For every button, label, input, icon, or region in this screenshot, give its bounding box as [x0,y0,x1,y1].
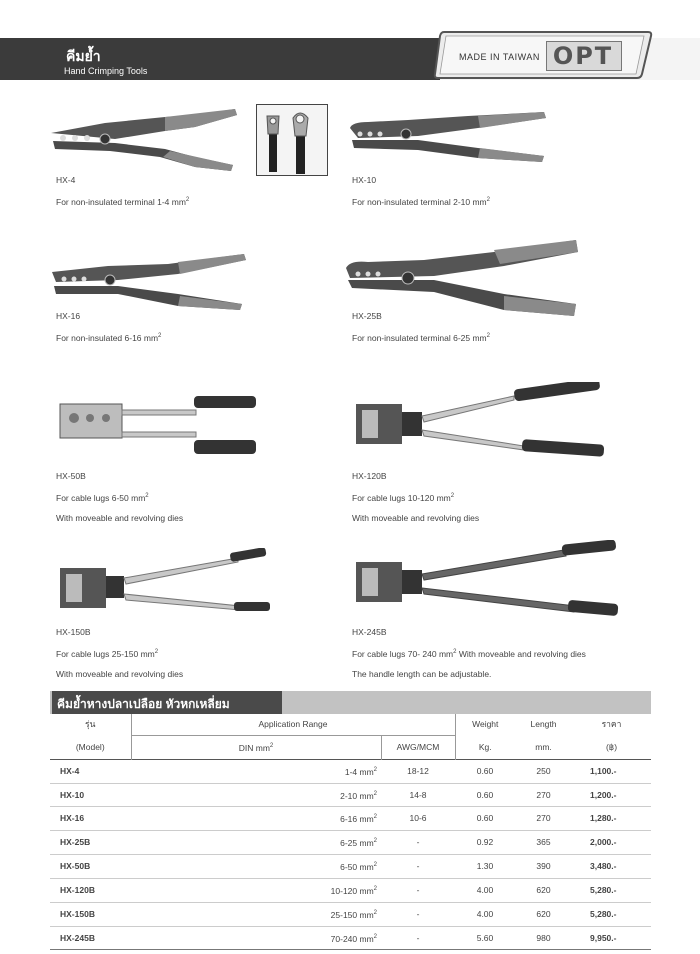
product-desc-line [56,486,183,508]
cell-length-value: 620 [536,884,551,895]
cell-model-value: HX-120B [60,884,95,895]
cell-length [515,902,572,926]
cell-price-value: 1,100.- [590,765,617,776]
cell-model-value: HX-4 [60,765,80,776]
unit-superscript: 2 [373,814,377,821]
cell-awg [381,831,455,855]
cell-length [515,926,572,950]
cell-awg [381,878,455,902]
unit-superscript: 2 [373,885,377,892]
cell-weight [455,807,515,831]
cell-price [572,902,651,926]
table-row [50,926,651,950]
unit-superscript: 2 [373,790,377,797]
table-row [50,783,651,807]
product-desc-line [352,190,490,212]
cell-awg [381,926,455,950]
cell-length-value: 250 [536,765,551,776]
product-caption-hx-4 [56,170,189,212]
hx-10-tool-image [348,108,548,166]
product-caption-hx-25b [352,306,490,348]
cable-lug-photo [256,104,328,176]
cell-length-value: 620 [536,908,551,919]
unit-superscript: 2 [373,933,377,940]
cell-awg-value: - [416,932,420,943]
cell-model [50,807,131,831]
product-desc-line [352,486,479,508]
cell-din [131,855,381,879]
table-row [50,759,651,783]
spec-table [50,714,651,950]
cell-weight [455,878,515,902]
cell-awg [381,807,455,831]
cell-weight [455,831,515,855]
header-length: Length [530,719,557,730]
cell-din-value: 6-25 mm [340,838,374,849]
header-weight: Weight [455,714,515,736]
cell-length-value: 980 [536,932,551,943]
header-din-label: DIN mm [238,742,270,753]
product-model: HX-16 [56,311,81,321]
unit-superscript: 2 [453,649,457,655]
hx-150b-tool-image [58,548,272,616]
header-application-range: Application Range [131,714,455,736]
cell-price-value: 5,280.- [590,884,617,895]
product-model: HX-10 [352,175,377,185]
product-model: HX-150B [56,627,91,637]
product-desc-tail: With moveable and revolving dies [456,648,586,659]
made-in-taiwan-label: MADE IN TAIWAN [459,52,540,62]
unit-superscript: 2 [373,909,377,916]
header-model-en: (Model) [75,741,105,752]
product-extra: With moveable and revolving dies [56,512,184,523]
cell-din [131,878,381,902]
opt-logo-text: OPT [552,42,614,70]
cell-awg-value: - [416,908,420,919]
page-title-english: Hand Crimping Tools [64,66,148,76]
product-desc: For cable lugs 10-120 mm [352,492,451,503]
cell-weight [455,926,515,950]
cell-din [131,831,381,855]
cell-din-value: 10-120 mm [330,885,374,896]
table-row [50,807,651,831]
table-header-row-1 [50,714,651,736]
cell-length [515,831,572,855]
cell-model [50,783,131,807]
hx-50b-tool-image [58,388,258,458]
cell-din [131,807,381,831]
cell-weight [455,855,515,879]
cell-awg-value: - [416,837,420,848]
cell-price-value: 5,280.- [590,908,617,919]
cell-weight [455,783,515,807]
product-extra: With moveable and revolving dies [56,668,184,679]
product-desc-line [352,326,490,348]
product-desc: For non-insulated terminal 2-10 mm [352,196,487,207]
cell-din-value: 25-150 mm [330,909,374,920]
cell-price-value: 2,000.- [590,837,617,848]
cell-length [515,878,572,902]
cell-price [572,759,651,783]
header-weight-unit: Kg. [455,736,515,760]
cell-weight [455,902,515,926]
cell-length [515,855,572,879]
cell-din [131,783,381,807]
cell-din-value: 6-50 mm [340,861,374,872]
product-desc: For cable lugs 6-50 mm [56,492,146,503]
product-model: HX-245B [352,627,387,637]
unit-superscript: 2 [486,333,490,339]
cell-length-value: 390 [536,861,551,872]
header-price-unit: (฿) [605,741,618,752]
product-desc: For cable lugs 70- 240 mm [352,648,454,659]
unit-superscript: 2 [158,333,162,339]
cell-awg [381,855,455,879]
cell-model [50,878,131,902]
cell-din [131,759,381,783]
cell-awg-value: 14-8 [409,789,427,800]
cell-length [515,783,572,807]
header-awg: AWG/MCM [381,736,455,760]
cell-model [50,759,131,783]
cell-length [515,759,572,783]
cell-length-value: 365 [536,837,551,848]
product-model: HX-4 [56,175,76,185]
unit-superscript: 2 [373,862,377,869]
cell-model [50,855,131,879]
unit-superscript: 2 [450,493,455,499]
product-caption-hx-16 [56,306,161,348]
product-desc: For non-insulated terminal 1-4 mm [56,196,186,207]
cell-model [50,902,131,926]
cell-din [131,902,381,926]
cell-price-value: 1,200.- [590,789,617,800]
cell-price-value: 9,950.- [590,932,617,943]
unit-superscript: 2 [154,649,159,655]
product-desc: For cable lugs 25-150 mm [56,648,155,659]
product-desc-line [56,190,189,212]
cell-model-value: HX-150B [60,908,95,919]
unit-superscript: 2 [185,197,190,203]
cell-din-value: 1-4 mm [344,766,374,777]
product-desc-line [56,642,183,664]
hx-16-tool-image [48,248,248,314]
cell-awg-value: 10-6 [409,813,427,824]
product-extra: With moveable and revolving dies [352,512,480,523]
cell-awg [381,783,455,807]
table-title: คีมย้ำหางปลาเปลือย หัวหกเหลี่ยม [57,697,230,711]
page-title-thai: คีมย้ำ [66,48,101,64]
table-header-row-2 [50,736,651,760]
cell-weight-value: 4.00 [476,908,494,919]
cell-din-value: 6-16 mm [340,814,374,825]
cell-awg [381,759,455,783]
unit-superscript: 2 [486,197,490,203]
product-desc: For non-insulated terminal 6-25 mm [352,332,487,343]
cell-awg-value: - [416,861,420,872]
cell-length-value: 270 [536,789,551,800]
product-caption-hx-10 [352,170,490,212]
product-extra: The handle length can be adjustable. [352,668,492,679]
hx-120b-tool-image [354,382,608,458]
cell-price [572,878,651,902]
cell-length-value: 270 [536,813,551,824]
cell-weight-value: 0.92 [476,837,494,848]
table-row [50,855,651,879]
cell-price [572,855,651,879]
hx-4-tool-image [45,105,240,175]
cell-model-value: HX-16 [60,813,85,824]
cell-din-value: 70-240 mm [330,933,374,944]
table-row [50,831,651,855]
header-din [131,736,381,760]
cell-length [515,807,572,831]
cell-awg [381,902,455,926]
cell-weight-value: 0.60 [476,765,494,776]
unit-superscript: 2 [373,838,377,845]
unit-superscript: 2 [145,493,149,499]
cell-price [572,831,651,855]
product-caption-hx-150b [56,622,183,684]
cell-weight-value: 4.00 [476,884,494,895]
product-caption-hx-50b [56,466,183,528]
product-caption-hx-245b [352,622,586,684]
cell-weight-value: 0.60 [476,813,494,824]
cell-weight-value: 0.60 [476,789,494,800]
cell-model [50,831,131,855]
product-desc-line [352,642,586,664]
table-row [50,878,651,902]
cell-price [572,783,651,807]
product-model: HX-25B [352,311,382,321]
cell-price-value: 3,480.- [590,861,617,872]
table-row [50,902,651,926]
product-model: HX-120B [352,471,387,481]
cell-weight-value: 1.30 [476,861,494,872]
cell-awg-value: - [416,884,420,895]
cell-model-value: HX-245B [60,932,95,943]
cell-price-value: 1,280.- [590,813,617,824]
header-price-th: ราคา [601,719,622,730]
product-caption-hx-120b [352,466,479,528]
cell-din-value: 2-10 mm [340,790,374,801]
cell-model-value: HX-50B [60,861,91,872]
product-desc-line [56,326,161,348]
unit-superscript: 2 [373,766,377,773]
cell-model-value: HX-25B [60,837,91,848]
cell-model [50,926,131,950]
hx-245b-tool-image [354,540,620,620]
cell-price [572,926,651,950]
header-length-unit: mm. [535,741,552,752]
header-din-sup: 2 [269,743,274,749]
header-model-th: รุ่น [85,719,96,730]
product-desc: For non-insulated 6-16 mm [56,332,159,343]
cell-weight [455,759,515,783]
cell-price [572,807,651,831]
cell-din [131,926,381,950]
cell-awg-value: 18-12 [407,765,429,776]
product-model: HX-50B [56,471,86,481]
cell-weight-value: 5.60 [476,932,494,943]
cell-model-value: HX-10 [60,789,85,800]
